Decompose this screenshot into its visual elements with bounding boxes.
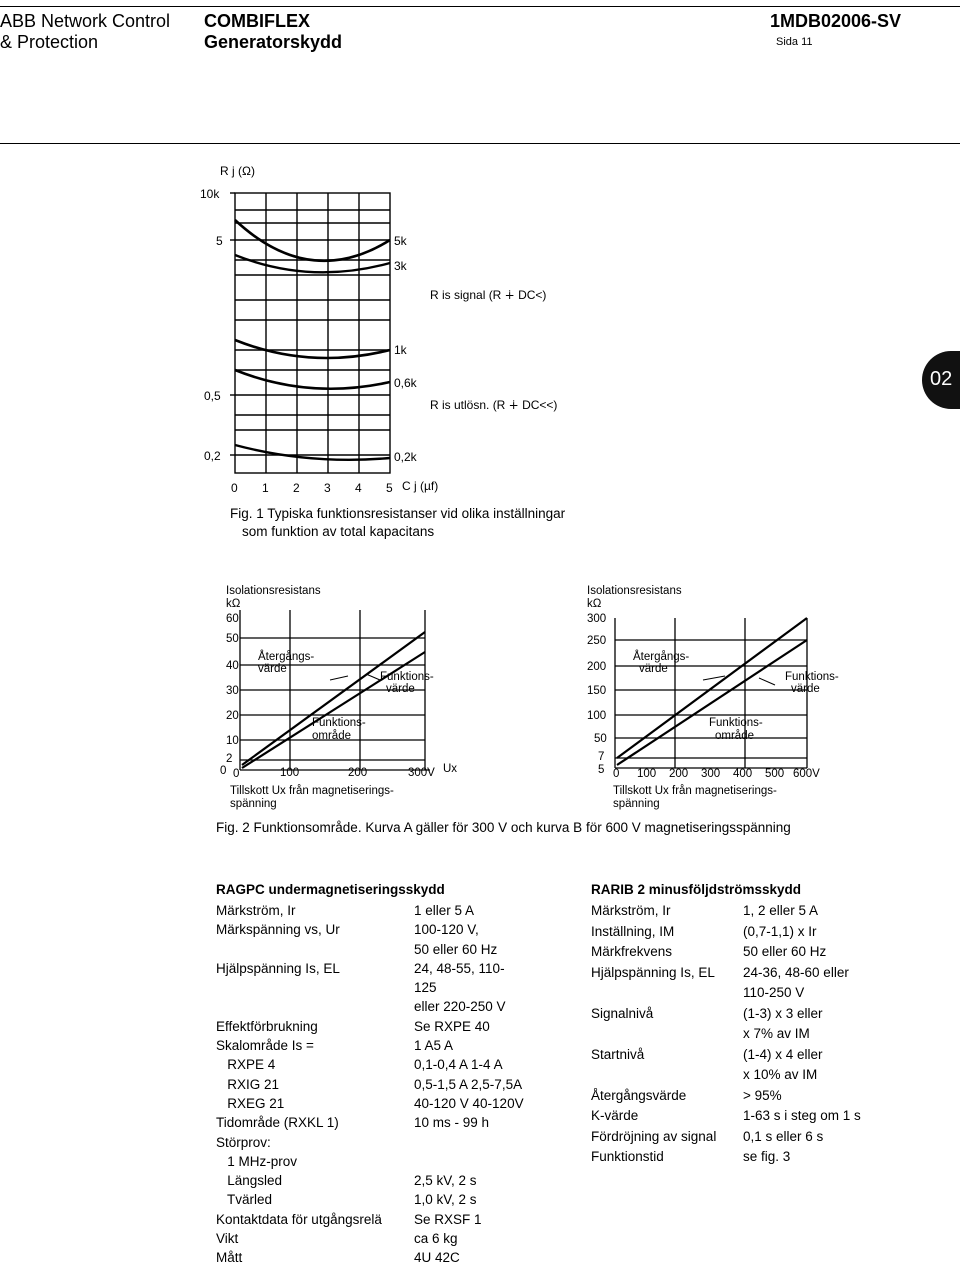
fig1-y-tick-05: 0,5 [204, 389, 221, 403]
fig1-chart [190, 160, 610, 505]
fig1-label-signal: R is signal (R ∔ DC<) [430, 288, 547, 302]
spec-row [591, 1024, 891, 1045]
spec-label [591, 1024, 743, 1045]
fig1-caption-line-2: som funktion av total kapacitans [242, 524, 435, 539]
doc-number: 1MDB02006-SV [770, 11, 902, 31]
fig2-left-x-title-1: Tillskott Ux från magnetiserings- [230, 785, 394, 797]
fig1-x-tick-1: 1 [262, 481, 269, 495]
spec-value: eller 220-250 V [414, 999, 506, 1015]
fig2-left-y-tick-2: 2 [226, 753, 233, 765]
spec-label: Vikt [216, 1231, 239, 1247]
fig1-y-tick-10k: 10k [200, 187, 220, 201]
fig2-right-x-tick-200: 200 [669, 768, 689, 780]
spec-row [591, 983, 891, 1004]
fig1-y-title: R j (Ω) [220, 164, 255, 178]
spec-value: 1 eller 5 A [414, 903, 475, 918]
fig2-left-y-tick-60: 60 [226, 613, 239, 625]
spec-value: 0,1-0,4 A 1-4 A [414, 1057, 503, 1073]
spec-label: 1 MHz-prov [216, 1153, 298, 1169]
spec-value: 40-120 V 40-120V [414, 1095, 524, 1111]
spec-row [216, 1190, 546, 1209]
spec-row [216, 1075, 546, 1094]
spec-value: 24, 48-55, 110- [414, 960, 505, 976]
spec-label: RXPE 4 [216, 1057, 276, 1073]
spec-label: Inställning, IM [591, 923, 675, 939]
spec-row [216, 1094, 546, 1113]
spec-value: Se RXSF 1 [414, 1211, 482, 1227]
spec-row [216, 901, 546, 920]
fig1-label-3k: 3k [394, 259, 407, 273]
fig2-left-y-title-1: Isolationsresistans [226, 585, 321, 597]
fig1-label-1k: 1k [394, 343, 407, 357]
section-tab [922, 351, 960, 409]
spec-label: Funktionstid [591, 1149, 664, 1164]
fig2-right-x-tick-0: 0 [613, 768, 620, 780]
fig1-label-02k: 0,2k [394, 450, 417, 464]
spec-value: 1-63 s i steg om 1 s [743, 1108, 861, 1123]
fig1-y-tick-02: 0,2 [204, 449, 221, 463]
fig1-x-tick-5: 5 [386, 481, 393, 495]
fig2-right-x-title-1: Tillskott Ux från magnetiserings- [613, 785, 777, 797]
fig2-right-y-tick-150: 150 [587, 685, 607, 697]
spec-right [591, 882, 891, 1168]
fig2-right-y-tick-7: 7 [598, 751, 605, 763]
fig1-caption-line-1: Fig. 1 Typiska funktionsresistanser vid olika inställningar [230, 506, 566, 521]
spec-label [216, 940, 414, 959]
spec-label: Kontaktdata för utgångsrelä [216, 1211, 382, 1227]
fig2-right-y-title-1: Isolationsresistans [587, 585, 682, 597]
spec-value: 10 ms - 99 h [414, 1115, 490, 1131]
fig2-right-x-tick-300: 300 [701, 768, 721, 780]
spec-value: (1-4) x 4 eller [743, 1046, 823, 1062]
fig2-left-y-tick-40: 40 [226, 660, 239, 672]
spec-value: 24-36, 48-60 eller [743, 964, 849, 980]
spec-label: Tvärled [216, 1192, 273, 1208]
fig1-curve-3k [235, 255, 390, 272]
page-number: Sida 11 [776, 36, 813, 48]
fig2-right-chart [575, 580, 875, 812]
spec-row [216, 1210, 546, 1229]
spec-row [216, 1133, 546, 1152]
spec-value: 1,0 kV, 2 s [414, 1192, 477, 1208]
spec-value: 0,1 s eller 6 s [743, 1128, 824, 1144]
fig2-left-y-title-2: kΩ [226, 598, 241, 610]
spec-value: x 10% av IM [743, 1067, 818, 1082]
fig2-caption: Fig. 2 Funktionsområde. Kurva A gäller för 300 V och kurva B för 600 V magnetiseringsspänning [216, 820, 791, 835]
fig2-left-y-tick-30: 30 [226, 685, 239, 697]
spec-value: x 7% av IM [743, 1026, 810, 1041]
spec-row [591, 1004, 891, 1025]
spec-label: Skalområde Is = [216, 1038, 314, 1054]
fig2-right-x-tick-600: 600V [793, 768, 820, 780]
spec-row [591, 1065, 891, 1086]
spec-row [216, 1152, 546, 1171]
spec-row [591, 963, 891, 984]
fig2-right-y-tick-300: 300 [587, 613, 607, 625]
fig2-right-y-title-2: kΩ [587, 598, 602, 610]
spec-value: 2,5 kV, 2 s [414, 1173, 477, 1189]
fig2-left-label-area-1: Funktions- [312, 717, 366, 729]
fig1-x-title: C j (µf) [402, 479, 439, 493]
company-line-1: ABB Network Control [0, 11, 171, 31]
spec-value: 110-250 V [743, 985, 805, 1000]
product-line-2: Generatorskydd [204, 32, 343, 52]
spec-row [591, 922, 891, 943]
fig2-left-chart [200, 580, 485, 812]
spec-label: Märkfrekvens [591, 944, 673, 959]
spec-value: 125 [414, 980, 437, 996]
fig2-left-x-tick-200: 200 [348, 767, 368, 779]
spec-left [216, 882, 546, 1268]
company-line-2: & Protection [0, 32, 99, 52]
fig1-x-tick-0: 0 [231, 481, 238, 495]
spec-label: Mått [216, 1250, 243, 1266]
spec-left-title: RAGPC undermagnetiseringsskydd [216, 882, 445, 897]
fig1-curve-1k [235, 340, 390, 358]
spec-value: se fig. 3 [743, 1149, 791, 1164]
spec-label: Märkspänning vs, Ur [216, 922, 340, 938]
spec-label: RXIG 21 [216, 1076, 280, 1092]
fig1-x-tick-4: 4 [355, 481, 362, 495]
spec-right-title: RARIB 2 minusföljdströmsskydd [591, 882, 802, 897]
fig2-right-y-tick-100: 100 [587, 710, 607, 722]
product-line-1: COMBIFLEX [204, 11, 310, 31]
fig2-right-x-title-2: spänning [613, 798, 660, 810]
spec-label: Längsled [216, 1173, 283, 1189]
spec-label: Effektförbrukning [216, 1018, 318, 1034]
fig1-curve-02k [235, 445, 390, 460]
spec-label: K-värde [591, 1108, 639, 1123]
fig2-right-y-tick-200: 200 [587, 661, 607, 673]
spec-value: (0,7-1,1) x Ir [743, 923, 817, 939]
spec-label: Märkström, Ir [591, 903, 671, 918]
spec-label: Hjälpspänning Is, EL [216, 960, 340, 976]
spec-row [216, 1017, 546, 1036]
fig2-left-label-return-2: värde [258, 663, 287, 675]
fig2-right-label-func-2: värde [791, 683, 820, 695]
spec-right-rows [591, 901, 891, 1168]
fig1-label-06k: 0,6k [394, 376, 417, 390]
fig1-x-tick-2: 2 [293, 481, 300, 495]
fig2-left-label-area-2: område [312, 730, 351, 742]
section-tab-label: 02 [930, 368, 953, 390]
spec-row [216, 1036, 546, 1055]
fig2-right-line-a [617, 618, 807, 758]
product-name [204, 11, 504, 53]
spec-label: Signalnivå [591, 1005, 654, 1021]
header-rule-bottom [0, 143, 960, 144]
spec-row [216, 997, 546, 1016]
fig2-left-y-tick-50: 50 [226, 633, 239, 645]
spec-row [591, 901, 891, 922]
spec-row [216, 940, 546, 959]
fig1-label-5k: 5k [394, 234, 407, 248]
spec-value: (1-3) x 3 eller [743, 1005, 823, 1021]
spec-label: Tidområde (RXKL 1) [216, 1115, 339, 1131]
spec-left-rows [216, 901, 546, 1268]
header-rule-top [0, 6, 960, 7]
spec-value: > 95% [743, 1087, 782, 1103]
fig2-right-label-func-1: Funktions- [785, 671, 839, 683]
fig1-label-trip: R is utlösn. (R ∔ DC<<) [430, 398, 558, 412]
spec-row [216, 1171, 546, 1190]
fig1-curve-06k [235, 370, 390, 389]
fig1-y-tick-5: 5 [216, 234, 223, 248]
fig2-left-label-return-1: Återgångs- [258, 651, 315, 663]
spec-row [216, 1248, 546, 1267]
spec-value: 0,5-1,5 A 2,5-7,5A [414, 1076, 523, 1092]
spec-row [216, 978, 546, 997]
spec-row [216, 959, 546, 978]
fig2-left-y-tick-0: 0 [220, 765, 227, 777]
fig2-right-y-tick-5: 5 [598, 764, 605, 776]
fig1-x-tick-3: 3 [324, 481, 331, 495]
spec-value: 100-120 V, [414, 922, 479, 938]
spec-value: 1 A5 A [414, 1038, 454, 1054]
fig2-right-x-tick-500: 500 [765, 768, 785, 780]
spec-row [216, 1229, 546, 1248]
spec-label: Fördröjning av signal [591, 1128, 717, 1144]
spec-value: 1, 2 eller 5 A [743, 903, 819, 918]
fig2-right-y-tick-250: 250 [587, 635, 607, 647]
spec-value: 4U 42C [414, 1250, 460, 1266]
fig1-caption [230, 505, 650, 541]
fig2-left-x-tick-0: 0 [233, 768, 240, 780]
fig2-right-x-tick-100: 100 [637, 768, 657, 780]
spec-label [216, 978, 414, 997]
fig2-left-x-title-2: spänning [230, 798, 277, 810]
fig2-right-y-tick-50: 50 [594, 733, 607, 745]
fig2-left-x-axis-name: Ux [443, 763, 458, 775]
spec-label: Startnivå [591, 1046, 645, 1062]
spec-label: Störprov: [216, 1134, 271, 1150]
fig2-right-label-return-2: värde [639, 663, 668, 675]
fig1-frame [235, 193, 390, 473]
spec-label: Märkström, Ir [216, 903, 296, 918]
fig2-left-y-tick-10: 10 [226, 735, 239, 747]
fig2-left-label-func-2: värde [386, 683, 415, 695]
spec-row [591, 1045, 891, 1066]
fig2-right-x-tick-400: 400 [733, 768, 753, 780]
spec-value: 50 eller 60 Hz [414, 941, 498, 957]
spec-row [216, 1113, 546, 1132]
spec-value: ca 6 kg [414, 1231, 458, 1247]
spec-value: 50 eller 60 Hz [743, 944, 827, 959]
spec-value: Se RXPE 40 [414, 1018, 490, 1034]
fig2-left-y-tick-20: 20 [226, 710, 239, 722]
spec-row [591, 1127, 891, 1148]
fig2-right-label-area-1: Funktions- [709, 717, 763, 729]
fig2-right-label-return-1: Återgångs- [633, 651, 690, 663]
spec-row [216, 920, 546, 939]
spec-label: Hjälpspänning Is, EL [591, 964, 715, 980]
spec-row [591, 1147, 891, 1168]
spec-label: RXEG 21 [216, 1095, 285, 1111]
spec-label [591, 983, 743, 1004]
spec-row [591, 1106, 891, 1127]
spec-label [591, 1065, 743, 1086]
spec-label: Återgångsvärde [591, 1087, 687, 1103]
fig2-left-x-tick-300: 300V [408, 767, 435, 779]
spec-row [216, 1055, 546, 1074]
fig2-left-label-func-1: Funktions- [380, 671, 434, 683]
fig2-right-label-area-2: område [715, 730, 754, 742]
spec-label [216, 997, 414, 1016]
spec-row [591, 1086, 891, 1107]
fig2-left-x-tick-100: 100 [280, 767, 300, 779]
spec-row [591, 942, 891, 963]
company-name [0, 11, 200, 53]
